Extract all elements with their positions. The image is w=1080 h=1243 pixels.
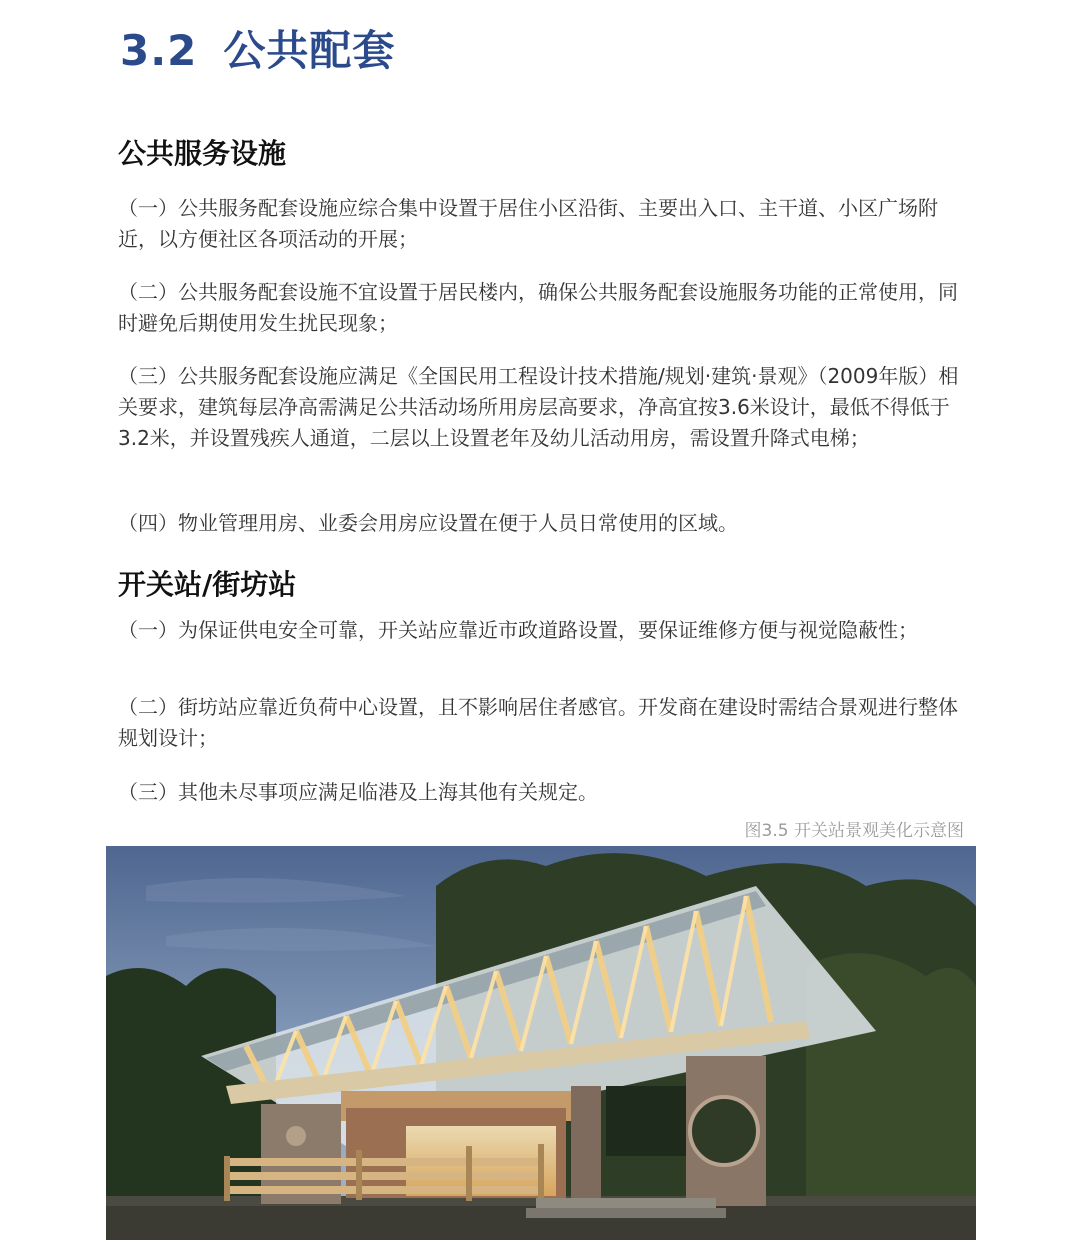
figure-caption: 图3.5 开关站景观美化示意图 [744, 821, 964, 841]
pavilion-photo [106, 846, 976, 1240]
paragraph-public-4: （四）物业管理用房、业委会用房应设置在便于人员日常使用的区域。 [118, 511, 738, 535]
paragraph-switch-2: （二）街坊站应靠近负荷中心设置，且不影响居住者感官。开发商在建设时需结合景观进行整体规划设计； [118, 695, 958, 750]
heading-switch-station: 开关站/街坊站 [118, 568, 297, 601]
paragraph-public-1: （一）公共服务配套设施应综合集中设置于居住小区沿街、主要出入口、主干道、小区广场附近，以方便社区各项活动的开展； [118, 196, 938, 251]
section-title [120, 18, 395, 78]
section-number: 3.2 [120, 26, 198, 75]
section-name: 公共配套 [223, 26, 396, 75]
paragraph-switch-1: （一）为保证供电安全可靠，开关站应靠近市政道路设置，要保证维修方便与视觉隐蔽性； [118, 618, 918, 642]
paragraph-public-3: （三）公共服务配套设施应满足《全国民用工程设计技术措施/规划·建筑·景观》（2009年版）相关要求，建筑每层净高需满足公共活动场所用房层高要求，净高宜按3.6米设计，最低不得低于3.2米，并设置残疾人通道，二层以上设置老年及幼儿活动用房，需设置升降式电梯； [118, 364, 959, 450]
paragraph-switch-3: （三）其他未尽事项应满足临港及上海其他有关规定。 [118, 780, 598, 804]
heading-public-services: 公共服务设施 [118, 137, 287, 170]
paragraph-public-2: （二）公共服务配套设施不宜设置于居民楼内，确保公共服务配套设施服务功能的正常使用，同时避免后期使用发生扰民现象； [118, 280, 958, 335]
